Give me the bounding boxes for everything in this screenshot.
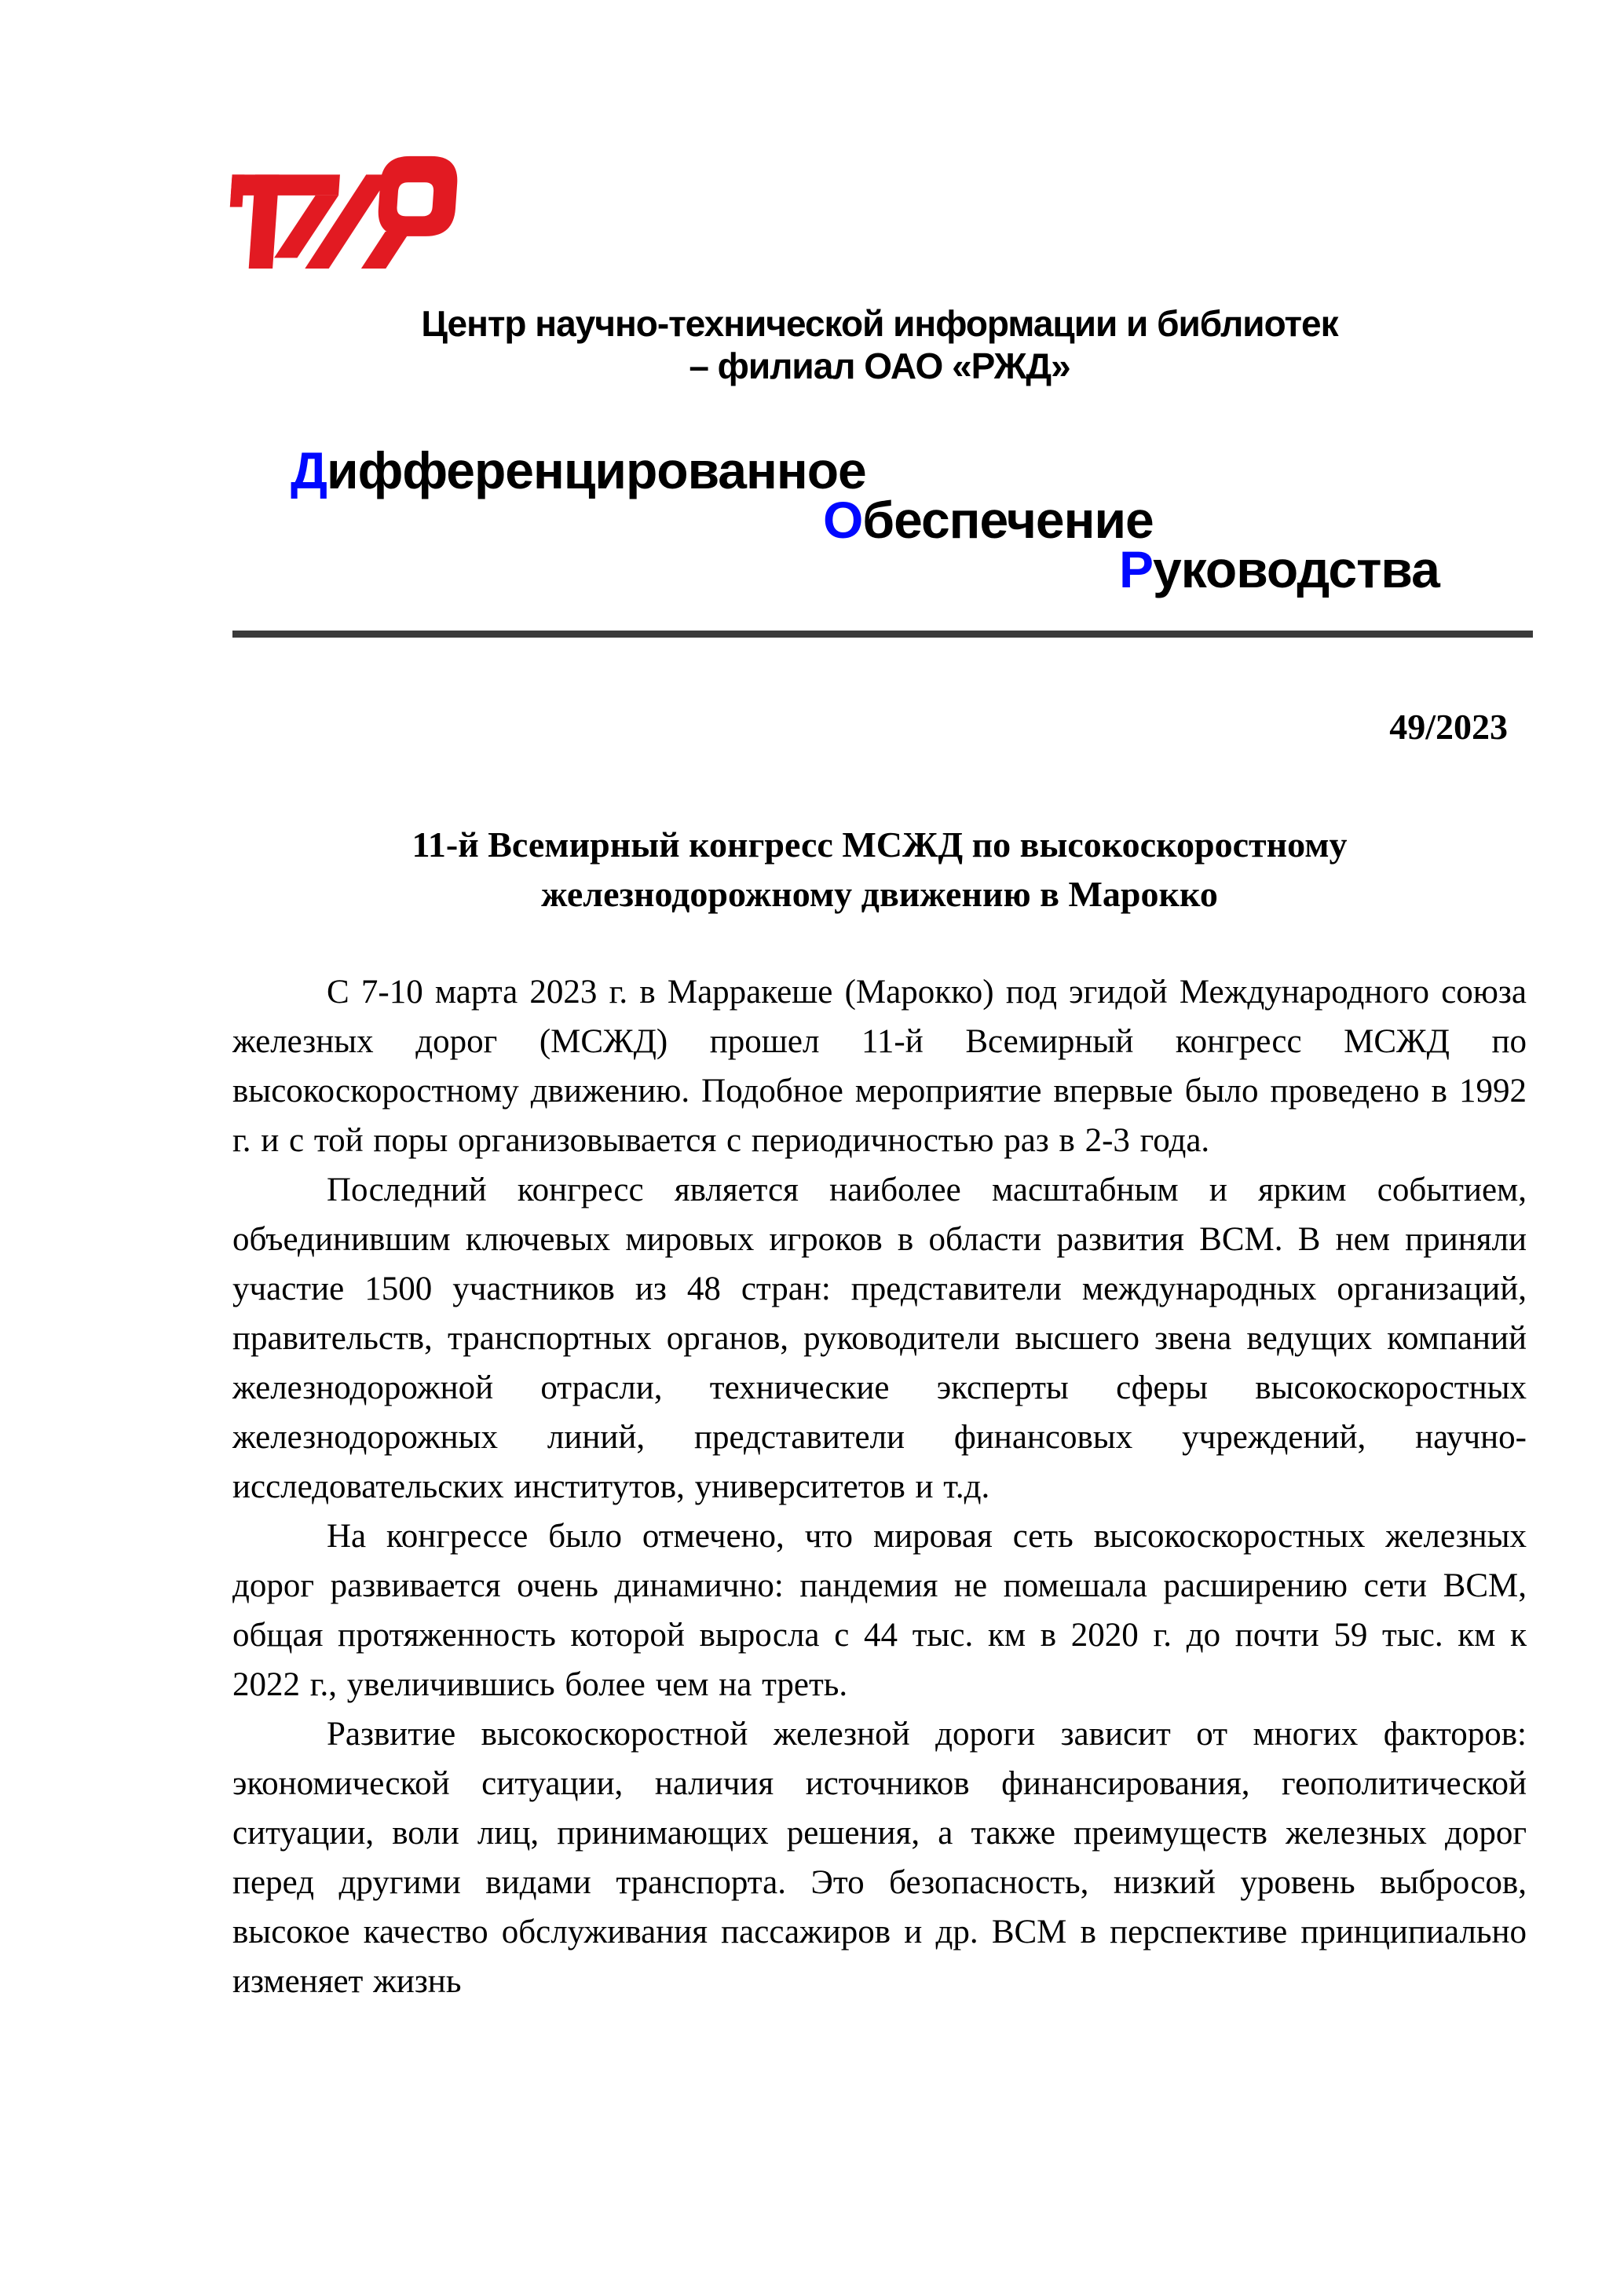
paragraph-4: Развитие высокоскоростной железной дороги зависит от многих факторов: экономической ситуации, наличия источников финансирования, геополитической ситуации, воли лиц, принимающих решения, а также преимуществ железных дорог перед другими видами транспорта. Это безопасность, низкий уровень выбросов, высокое качество обслуживания пассажиров и др. ВСМ в перспективе принципиально изменяет жизнь bbox=[232, 1716, 1527, 2000]
issue-number: 49/2023 bbox=[1389, 707, 1508, 747]
paragraph-2: Последний конгресс является наиболее масштабным и ярким событием, объединившим ключевых мировых игроков в области развития ВСМ. В нем приняли участие 1500 участников из 48 стран: представители международных организаций, правительств, транспортных органов, руководители высшего звена ведущих компаний железнодорожной отрасли, технические эксперты сферы высокоскоростных железнодорожных линий, представители финансовых учреждений, научно-исследовательских институтов, университетов и т.д. bbox=[232, 1172, 1527, 1505]
article-title-line2: железнодорожному движению в Марокко bbox=[541, 874, 1218, 914]
masthead-initial-3: Р bbox=[1119, 540, 1154, 598]
masthead-initial-1: Д bbox=[291, 441, 327, 499]
masthead-rest-2: беспечение bbox=[862, 491, 1154, 549]
separator-rule bbox=[232, 631, 1533, 638]
masthead-line-2 bbox=[232, 491, 1567, 549]
masthead-line-1 bbox=[232, 441, 1567, 499]
paragraph-3: На конгрессе было отмечено, что мировая сеть высокоскоростных железных дорог развивается очень динамично: пандемия не помешала расширению сети ВСМ, общая протяженность которой выросла с 44 тыс. км в 2020 г. до почти 59 тыс. км к 2022 г., увеличившись более чем на треть. bbox=[232, 1518, 1527, 1703]
rzd-logo-icon bbox=[225, 152, 458, 271]
masthead-line-3 bbox=[232, 540, 1567, 598]
org-header-line1: Центр научно-технической информации и библиотек bbox=[421, 303, 1338, 344]
org-header-line2: – филиал ОАО «РЖД» bbox=[689, 345, 1070, 386]
masthead-rest-1: ифференцированное bbox=[327, 441, 866, 499]
article-title-line1: 11-й Всемирный конгресс МСЖД по высокоскоростному bbox=[411, 824, 1348, 865]
org-header bbox=[232, 302, 1527, 387]
masthead-rest-3: уководства bbox=[1153, 540, 1439, 598]
article-body bbox=[232, 967, 1527, 2006]
article-title bbox=[232, 820, 1527, 919]
paragraph-1: С 7-10 марта 2023 г. в Марракеше (Марокко) под эгидой Международного союза железных дорог (МСЖД) прошел 11-й Всемирный конгресс МСЖД по высокоскоростному движению. Подобное мероприятие впервые было проведено в 1992 г. и с той поры организовывается с периодичностью раз в 2-3 года. bbox=[232, 974, 1527, 1159]
masthead-initial-2: О bbox=[823, 491, 863, 549]
masthead bbox=[232, 441, 1567, 598]
